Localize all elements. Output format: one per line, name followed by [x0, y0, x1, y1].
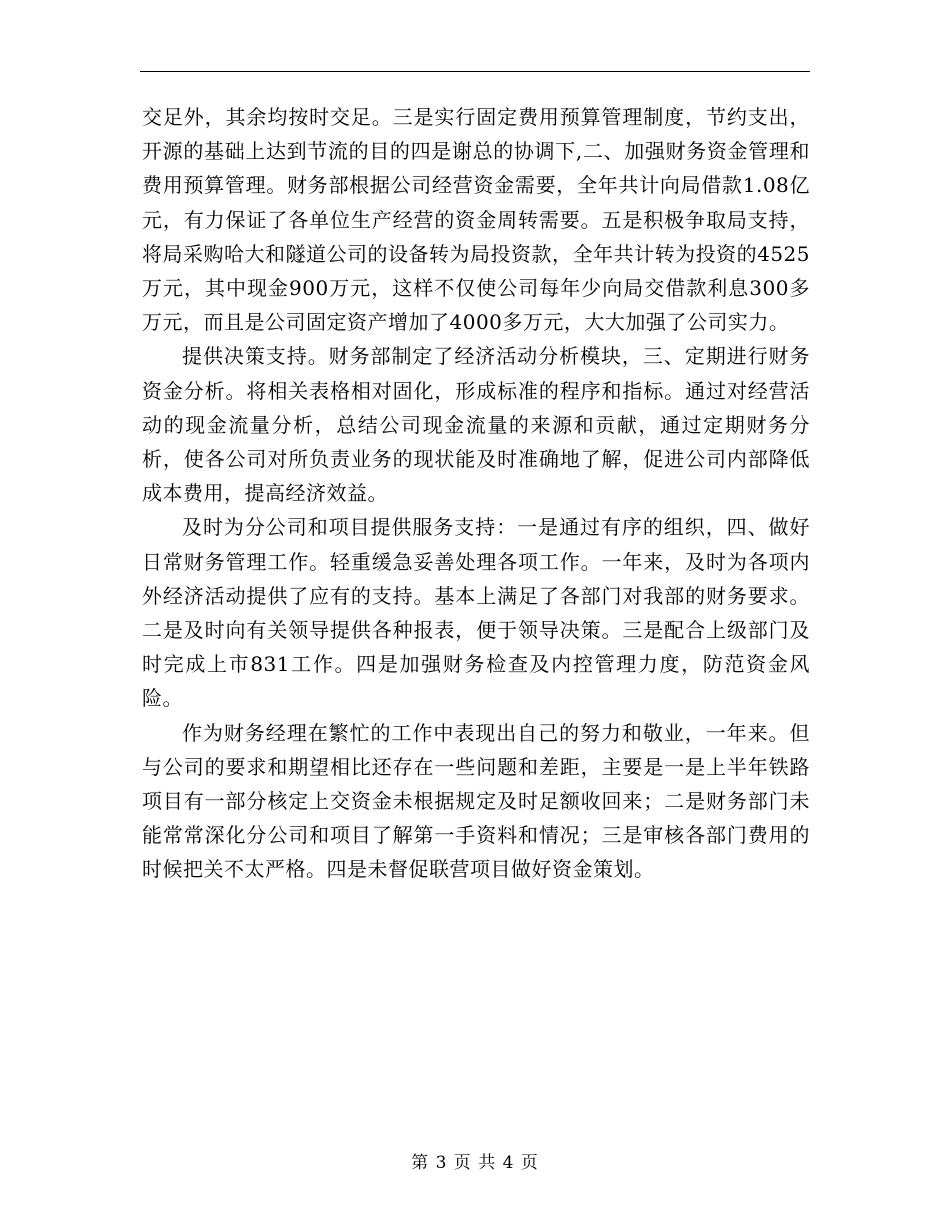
paragraph-4: 作为财务经理在繁忙的工作中表现出自己的努力和敬业，一年来。但与公司的要求和期望相比还存在一些问题和差距，主要是一是上半年铁路项目有一部分核定上交资金未根据规定及时足额收回来；二是财务部门未能常常深化分公司和项目了解第一手资料和情况；三是审核各部门费用的时候把关不太严格。四是未督促联营项目做好资金策划。 [142, 720, 810, 882]
paragraph-3: 及时为分公司和项目提供服务支持：一是通过有序的组织，四、做好日常财务管理工作。轻重缓急妥善处理各项工作。一年来，及时为各项内外经济活动提供了应有的支持。基本上满足了各部门对我部的财务要求。二是及时向有关领导提供各种报表，便于领导决策。三是配合上级部门及时完成上市831工作。四是加强财务检查及内控管理力度，防范资金风险。 [142, 515, 810, 711]
page-number: 第 3 页 共 4 页 [411, 1153, 539, 1173]
document-body [142, 100, 810, 887]
paragraph-2: 提供决策支持。财务部制定了经济活动分析模块，三、定期进行财务资金分析。将相关表格相对固化，形成标准的程序和指标。通过对经营活动的现金流量分析，总结公司现金流量的来源和贡献，通过定期财务分析，使各公司对所负责业务的现状能及时准确地了解，促进公司内部降低成本费用，提高经济效益。 [142, 344, 810, 506]
header-rule [140, 71, 810, 72]
paragraph-1: 交足外，其余均按时交足。三是实行固定费用预算管理制度，节约支出，开源的基础上达到节流的目的四是谢总的协调下,二、加强财务资金管理和费用预算管理。财务部根据公司经营资金需要，全年共计向局借款1.08亿元，有力保证了各单位生产经营的资金周转需要。五是积极争取局支持，将局采购哈大和隧道公司的设备转为局投资款，全年共计转为投资的4525万元，其中现金900万元，这样不仅使公司每年少向局交借款利息300多万元，而且是公司固定资产增加了4000多万元，大大加强了公司实力。 [142, 105, 810, 335]
page-footer [0, 1152, 950, 1174]
